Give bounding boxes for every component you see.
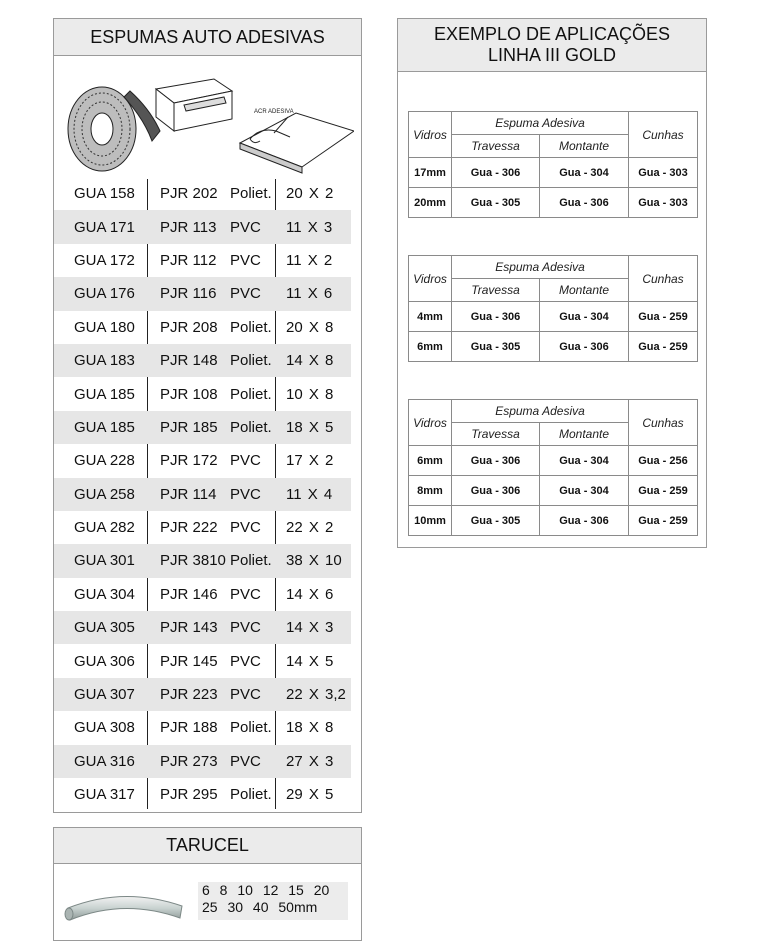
dimensions: 20 X 2 xyxy=(286,185,334,203)
list-item xyxy=(54,478,351,511)
aplicacoes-subtitle: LINHA III GOLD xyxy=(487,45,617,65)
table-row xyxy=(409,158,698,188)
material: PVC xyxy=(230,585,261,603)
gua-code: GUA 185 xyxy=(74,418,135,436)
pjr-code: PJR 172 xyxy=(160,452,218,470)
pjr-code: PJR 148 xyxy=(160,352,218,370)
material: Poliet. xyxy=(230,185,272,203)
cell-cunhas: Gua - 303 xyxy=(629,158,698,188)
material: Poliet. xyxy=(230,418,272,436)
material: PVC xyxy=(230,686,261,704)
dimensions: 17 X 2 xyxy=(286,452,334,470)
pjr-code: PJR 295 xyxy=(160,786,218,804)
dimensions: 22 X 2 xyxy=(286,519,334,537)
cell-montante: Gua - 306 xyxy=(540,506,629,536)
aplicacoes-title xyxy=(398,19,706,72)
cell-montante: Gua - 304 xyxy=(540,302,629,332)
material: PVC xyxy=(230,285,261,303)
aplicacoes-title-line: EXEMPLO DE APLICAÇÕES xyxy=(433,24,671,44)
tarucel-sizes xyxy=(198,882,348,920)
adhesive-sheet-icon xyxy=(240,113,354,173)
tape-roll-icon xyxy=(68,87,160,171)
header-cunhas: Cunhas xyxy=(629,256,698,302)
cell-vidros: 6mm xyxy=(409,332,452,362)
dimensions: 14 X 8 xyxy=(286,352,334,370)
cell-montante: Gua - 304 xyxy=(540,158,629,188)
pjr-code: PJR 146 xyxy=(160,585,218,603)
pjr-code: PJR 143 xyxy=(160,619,218,637)
cell-travessa: Gua - 305 xyxy=(452,332,540,362)
cell-montante: Gua - 306 xyxy=(540,332,629,362)
material: PVC xyxy=(230,619,261,637)
foam-tape-illustration xyxy=(64,69,354,184)
dimensions: 11 X 2 xyxy=(286,251,333,269)
table-row xyxy=(409,506,698,536)
cell-cunhas: Gua - 256 xyxy=(629,446,698,476)
cell-vidros: 6mm xyxy=(409,446,452,476)
dimensions: 11 X 4 xyxy=(286,485,333,503)
gua-code: GUA 301 xyxy=(74,552,135,570)
material: PVC xyxy=(230,251,261,269)
table-row xyxy=(409,332,698,362)
pjr-code: PJR 145 xyxy=(160,652,218,670)
cell-travessa: Gua - 305 xyxy=(452,506,540,536)
list-item xyxy=(54,344,351,377)
dimensions: 27 X 3 xyxy=(286,752,334,770)
dimensions: 11 X 3 xyxy=(286,218,333,236)
cell-vidros: 8mm xyxy=(409,476,452,506)
header-espuma: Espuma Adesiva xyxy=(452,256,629,279)
list-item xyxy=(54,244,363,277)
material: PVC xyxy=(230,519,261,537)
list-item xyxy=(54,377,363,410)
pjr-code: PJR 188 xyxy=(160,719,218,737)
gua-code: GUA 316 xyxy=(74,752,135,770)
material: PVC xyxy=(230,218,261,236)
table-row xyxy=(409,446,698,476)
gua-code: GUA 228 xyxy=(74,452,135,470)
material: PVC xyxy=(230,752,261,770)
list-item xyxy=(54,711,363,744)
cell-vidros: 10mm xyxy=(409,506,452,536)
header-espuma: Espuma Adesiva xyxy=(452,112,629,135)
material: PVC xyxy=(230,652,261,670)
cell-cunhas: Gua - 259 xyxy=(629,332,698,362)
espumas-list xyxy=(54,177,363,811)
list-item xyxy=(54,511,363,544)
cell-cunhas: Gua - 259 xyxy=(629,302,698,332)
pjr-code: PJR 202 xyxy=(160,185,218,203)
dimensions: 14 X 5 xyxy=(286,652,334,670)
dimensions: 38 X 10 xyxy=(286,552,342,570)
cell-cunhas: Gua - 303 xyxy=(629,188,698,218)
header-espuma: Espuma Adesiva xyxy=(452,400,629,423)
illustration-label: ACR ADESIVA xyxy=(254,109,294,115)
pjr-code: PJR 3810 xyxy=(160,552,226,570)
pjr-code: PJR 223 xyxy=(160,686,218,704)
header-vidros: Vidros xyxy=(409,256,452,302)
espumas-title: ESPUMAS AUTO ADESIVAS xyxy=(54,19,361,56)
tarucel-tube-icon xyxy=(64,888,188,924)
gua-code: GUA 304 xyxy=(74,585,135,603)
espumas-panel xyxy=(53,18,362,813)
header-cunhas: Cunhas xyxy=(629,400,698,446)
list-item xyxy=(54,678,351,711)
gua-code: GUA 176 xyxy=(74,285,135,303)
material: Poliet. xyxy=(230,552,272,570)
header-cunhas: Cunhas xyxy=(629,112,698,158)
gua-code: GUA 183 xyxy=(74,352,135,370)
gua-code: GUA 282 xyxy=(74,519,135,537)
list-item xyxy=(54,210,351,243)
pjr-code: PJR 208 xyxy=(160,318,218,336)
list-item xyxy=(54,611,351,644)
cell-vidros: 17mm xyxy=(409,158,452,188)
cell-travessa: Gua - 305 xyxy=(452,188,540,218)
tarucel-sizes-line: 6 8 10 12 15 20 xyxy=(202,882,330,898)
cell-montante: Gua - 304 xyxy=(540,446,629,476)
pjr-code: PJR 113 xyxy=(160,218,217,236)
list-item xyxy=(54,578,363,611)
list-item xyxy=(54,277,351,310)
aplicacoes-panel xyxy=(397,18,707,548)
material: Poliet. xyxy=(230,786,272,804)
header-montante: Montante xyxy=(540,135,629,158)
cell-montante: Gua - 306 xyxy=(540,188,629,218)
table-row xyxy=(409,476,698,506)
cell-montante: Gua - 304 xyxy=(540,476,629,506)
cell-cunhas: Gua - 259 xyxy=(629,476,698,506)
table-row xyxy=(409,302,698,332)
pjr-code: PJR 114 xyxy=(160,485,217,503)
gua-code: GUA 307 xyxy=(74,686,135,704)
list-item xyxy=(54,444,363,477)
header-travessa: Travessa xyxy=(452,279,540,302)
list-item xyxy=(54,177,363,210)
table-row xyxy=(409,188,698,218)
gua-code: GUA 308 xyxy=(74,719,135,737)
dimensions: 10 X 8 xyxy=(286,385,334,403)
dimensions: 18 X 8 xyxy=(286,719,334,737)
material: Poliet. xyxy=(230,385,272,403)
list-item xyxy=(54,311,363,344)
header-travessa: Travessa xyxy=(452,423,540,446)
pjr-code: PJR 185 xyxy=(160,418,218,436)
material: PVC xyxy=(230,485,261,503)
dimensions: 22 X 3,2 xyxy=(286,686,346,704)
header-montante: Montante xyxy=(540,423,629,446)
header-montante: Montante xyxy=(540,279,629,302)
cell-travessa: Gua - 306 xyxy=(452,446,540,476)
gua-code: GUA 172 xyxy=(74,251,135,269)
header-travessa: Travessa xyxy=(452,135,540,158)
gua-code: GUA 158 xyxy=(74,185,135,203)
tarucel-title: TARUCEL xyxy=(54,828,361,864)
material: PVC xyxy=(230,452,261,470)
list-item xyxy=(54,778,363,811)
gua-code: GUA 180 xyxy=(74,318,135,336)
pjr-code: PJR 222 xyxy=(160,519,218,537)
gua-code: GUA 258 xyxy=(74,485,135,503)
header-vidros: Vidros xyxy=(409,112,452,158)
cell-travessa: Gua - 306 xyxy=(452,158,540,188)
dimensions: 29 X 5 xyxy=(286,786,334,804)
list-item xyxy=(54,644,363,677)
cell-vidros: 4mm xyxy=(409,302,452,332)
application-table xyxy=(408,255,698,362)
material: Poliet. xyxy=(230,318,272,336)
gua-code: GUA 317 xyxy=(74,786,135,804)
dimensions: 20 X 8 xyxy=(286,318,334,336)
gua-code: GUA 171 xyxy=(74,218,135,236)
pjr-code: PJR 112 xyxy=(160,251,217,269)
tarucel-panel xyxy=(53,827,362,941)
header-vidros: Vidros xyxy=(409,400,452,446)
gua-code: GUA 185 xyxy=(74,385,135,403)
list-item xyxy=(54,411,351,444)
pjr-code: PJR 116 xyxy=(160,285,217,303)
material: Poliet. xyxy=(230,719,272,737)
gua-code: GUA 306 xyxy=(74,652,135,670)
material: Poliet. xyxy=(230,352,272,370)
gua-code: GUA 305 xyxy=(74,619,135,637)
dimensions: 11 X 6 xyxy=(286,285,333,303)
dimensions: 14 X 6 xyxy=(286,585,334,603)
dimensions: 14 X 3 xyxy=(286,619,334,637)
pjr-code: PJR 273 xyxy=(160,752,218,770)
list-item xyxy=(54,544,351,577)
dimensions: 18 X 5 xyxy=(286,418,334,436)
cell-vidros: 20mm xyxy=(409,188,452,218)
application-table xyxy=(408,399,698,536)
cell-travessa: Gua - 306 xyxy=(452,302,540,332)
application-table xyxy=(408,111,698,218)
pjr-code: PJR 108 xyxy=(160,385,218,403)
cell-travessa: Gua - 306 xyxy=(452,476,540,506)
list-item xyxy=(54,745,351,778)
cell-cunhas: Gua - 259 xyxy=(629,506,698,536)
foam-block-icon xyxy=(156,79,232,131)
tarucel-sizes-line: 25 30 40 50mm xyxy=(202,899,318,915)
